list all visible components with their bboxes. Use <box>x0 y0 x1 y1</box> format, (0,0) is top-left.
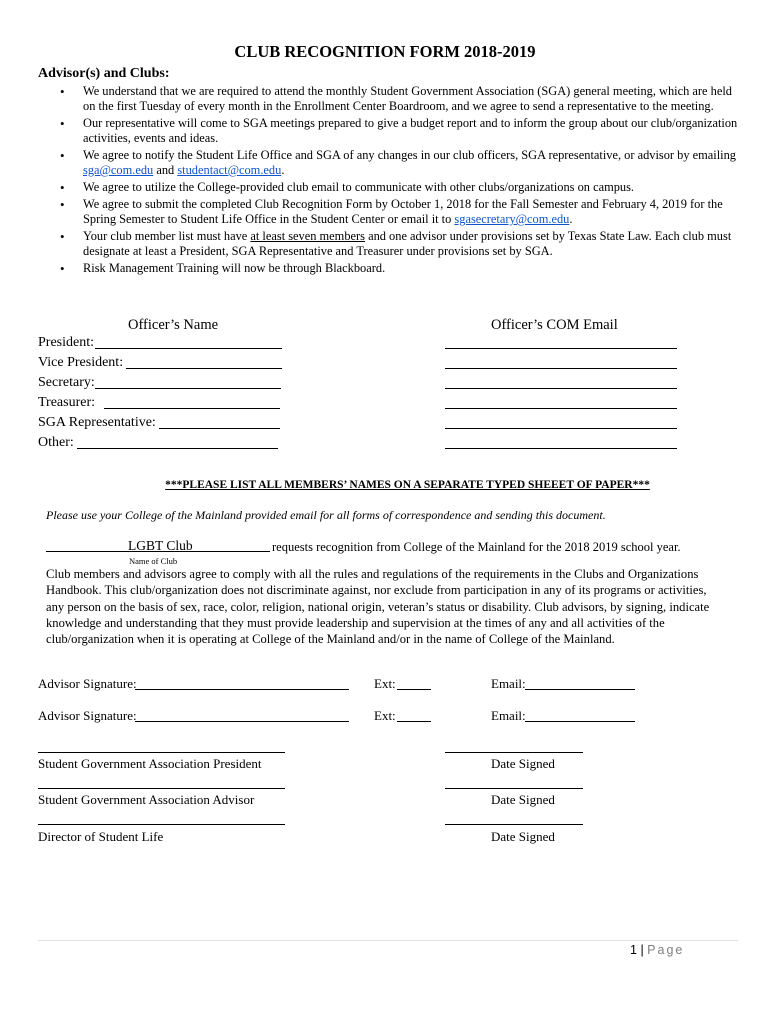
advisor-signature-line[interactable] <box>135 689 349 690</box>
advisor-signature-label: Advisor Signature: <box>38 708 137 723</box>
sga-representative-email-line[interactable] <box>445 428 677 429</box>
bullet-item <box>38 261 738 276</box>
vice-president-name-line[interactable] <box>126 368 282 369</box>
date-signed-label: Date Signed <box>491 756 555 771</box>
treasurer-label: Treasurer: <box>38 395 96 410</box>
bullet-item <box>38 180 738 195</box>
date-signed-label: Date Signed <box>491 792 555 807</box>
advisor-email-line[interactable] <box>525 721 635 722</box>
bullet-item <box>38 84 738 114</box>
other-email-line[interactable] <box>445 448 677 449</box>
page-number: 1 <box>630 943 637 957</box>
sga-representative-label: SGA Representative: <box>38 415 156 430</box>
sga-advisor-label: Student Government Association Advisor <box>38 792 255 807</box>
bullet-item <box>38 197 738 227</box>
bullet-text: . <box>569 212 573 226</box>
officer-name-header: Officer’s Name <box>128 317 219 333</box>
bullet-item <box>38 229 738 259</box>
club-name-value: LGBT Club <box>128 538 193 553</box>
bullet-text: and one advisor under provisions set by Texas State Law. Each club must designate at least a President, SGA Representative and Treasurer under provisions set by SGA. <box>83 229 732 258</box>
bullet-text: We agree to utilize the College-provided club email to communicate with other clubs/organizations on campus. <box>83 180 635 194</box>
advisor-email-label: Email: <box>491 676 526 691</box>
bullet-text: We agree to submit the completed Club Recognition Form by October 1, 2018 for the Fall Semester and February 4, 2019 for the Spring Semester to Student Life Office in the Student Center or email it to <box>83 197 723 226</box>
advisor-ext-line[interactable] <box>397 721 431 722</box>
studentact-email-link[interactable]: studentact@com.edu <box>177 163 282 177</box>
bullet-text: and <box>153 163 178 177</box>
page-footer <box>630 943 684 957</box>
recognition-request-text: requests recognition from College of the Mainland for the 2018 2019 school year. <box>272 540 681 554</box>
email-usage-note: Please use your College of the Mainland provided email for all forms of correspondence and sending this document. <box>46 508 606 522</box>
sga-advisor-signature-line[interactable] <box>38 788 285 789</box>
underlined-requirement: at least seven members <box>250 229 365 243</box>
section-heading: Advisor(s) and Clubs: <box>38 66 170 81</box>
bullet-text: We agree to notify the Student Life Office and SGA of any changes in our club officers, SGA representative, or advisor by emailing <box>83 148 736 162</box>
vice-president-label: Vice President: <box>38 355 124 370</box>
president-name-line[interactable] <box>95 348 282 349</box>
secretary-name-line[interactable] <box>95 388 281 389</box>
advisor-ext-label: Ext: <box>374 708 396 723</box>
bullet-text: . <box>281 163 285 177</box>
officer-email-header: Officer’s COM Email <box>491 317 618 333</box>
president-label: President: <box>38 335 94 350</box>
sga-president-date-line[interactable] <box>445 752 583 753</box>
treasurer-email-line[interactable] <box>445 408 677 409</box>
secretary-label: Secretary: <box>38 375 95 390</box>
bullet-text: Your club member list must have <box>83 229 251 243</box>
treasurer-name-line[interactable] <box>104 408 280 409</box>
sga-advisor-date-line[interactable] <box>445 788 583 789</box>
advisor-ext-line[interactable] <box>397 689 431 690</box>
other-label: Other: <box>38 435 74 450</box>
page-word: Page <box>647 943 685 957</box>
director-date-line[interactable] <box>445 824 583 825</box>
director-signature-line[interactable] <box>38 824 285 825</box>
bullet-text: Risk Management Training will now be through Blackboard. <box>83 261 386 275</box>
members-list-notice: ***PLEASE LIST ALL MEMBERS’ NAMES ON A SEPARATE TYPED SHEEET OF PAPER*** <box>165 479 650 491</box>
date-signed-label: Date Signed <box>491 829 555 844</box>
agreement-bullets <box>38 84 738 278</box>
page-separator: | <box>640 943 644 957</box>
sga-representative-name-line[interactable] <box>159 428 280 429</box>
footer-divider <box>38 940 738 941</box>
club-name-caption: Name of Club <box>129 556 178 566</box>
secretary-email-line[interactable] <box>445 388 677 389</box>
bullet-item <box>38 148 738 178</box>
other-name-line[interactable] <box>77 448 278 449</box>
advisor-email-label: Email: <box>491 708 526 723</box>
form-title: CLUB RECOGNITION FORM 2018-2019 <box>234 42 536 61</box>
bullet-text: Our representative will come to SGA meetings prepared to give a budget report and to inform the group about our club/organization activities, events and ideas. <box>83 116 738 145</box>
bullet-text: We understand that we are required to attend the monthly Student Government Association (SGA) general meeting, which are held on the first Tuesday of every month in the Enrollment Center Boardroom, and we agree to send a representative to the meeting. <box>83 84 732 113</box>
sgasecretary-email-link[interactable]: sgasecretary@com.edu <box>454 212 570 226</box>
agreement-paragraph: Club members and advisors agree to comply with all the rules and regulations of the requirements in the Clubs and Organizations Handbook. This club/organization does not discriminate against, nor exclude from participation in any of its programs or activities, any person on the basis of sex, race, color, religion, national origin, veteran’s status or disability. Club advisors, by signing, indicate knowledge and understanding that they must provide leadership and supervision at the times of any and all activities of the club/organization when it is operating at College of the Mainland and/or in the name of College of the Mainland. <box>46 567 710 647</box>
vice-president-email-line[interactable] <box>445 368 677 369</box>
advisor-signature-label: Advisor Signature: <box>38 676 137 691</box>
sga-president-signature-line[interactable] <box>38 752 285 753</box>
advisor-email-line[interactable] <box>525 689 635 690</box>
president-email-line[interactable] <box>445 348 677 349</box>
bullet-item <box>38 116 738 146</box>
sga-email-link[interactable]: sga@com.edu <box>83 163 154 177</box>
advisor-signature-line[interactable] <box>135 721 349 722</box>
director-label: Director of Student Life <box>38 829 164 844</box>
sga-president-label: Student Government Association President <box>38 756 262 771</box>
advisor-ext-label: Ext: <box>374 676 396 691</box>
